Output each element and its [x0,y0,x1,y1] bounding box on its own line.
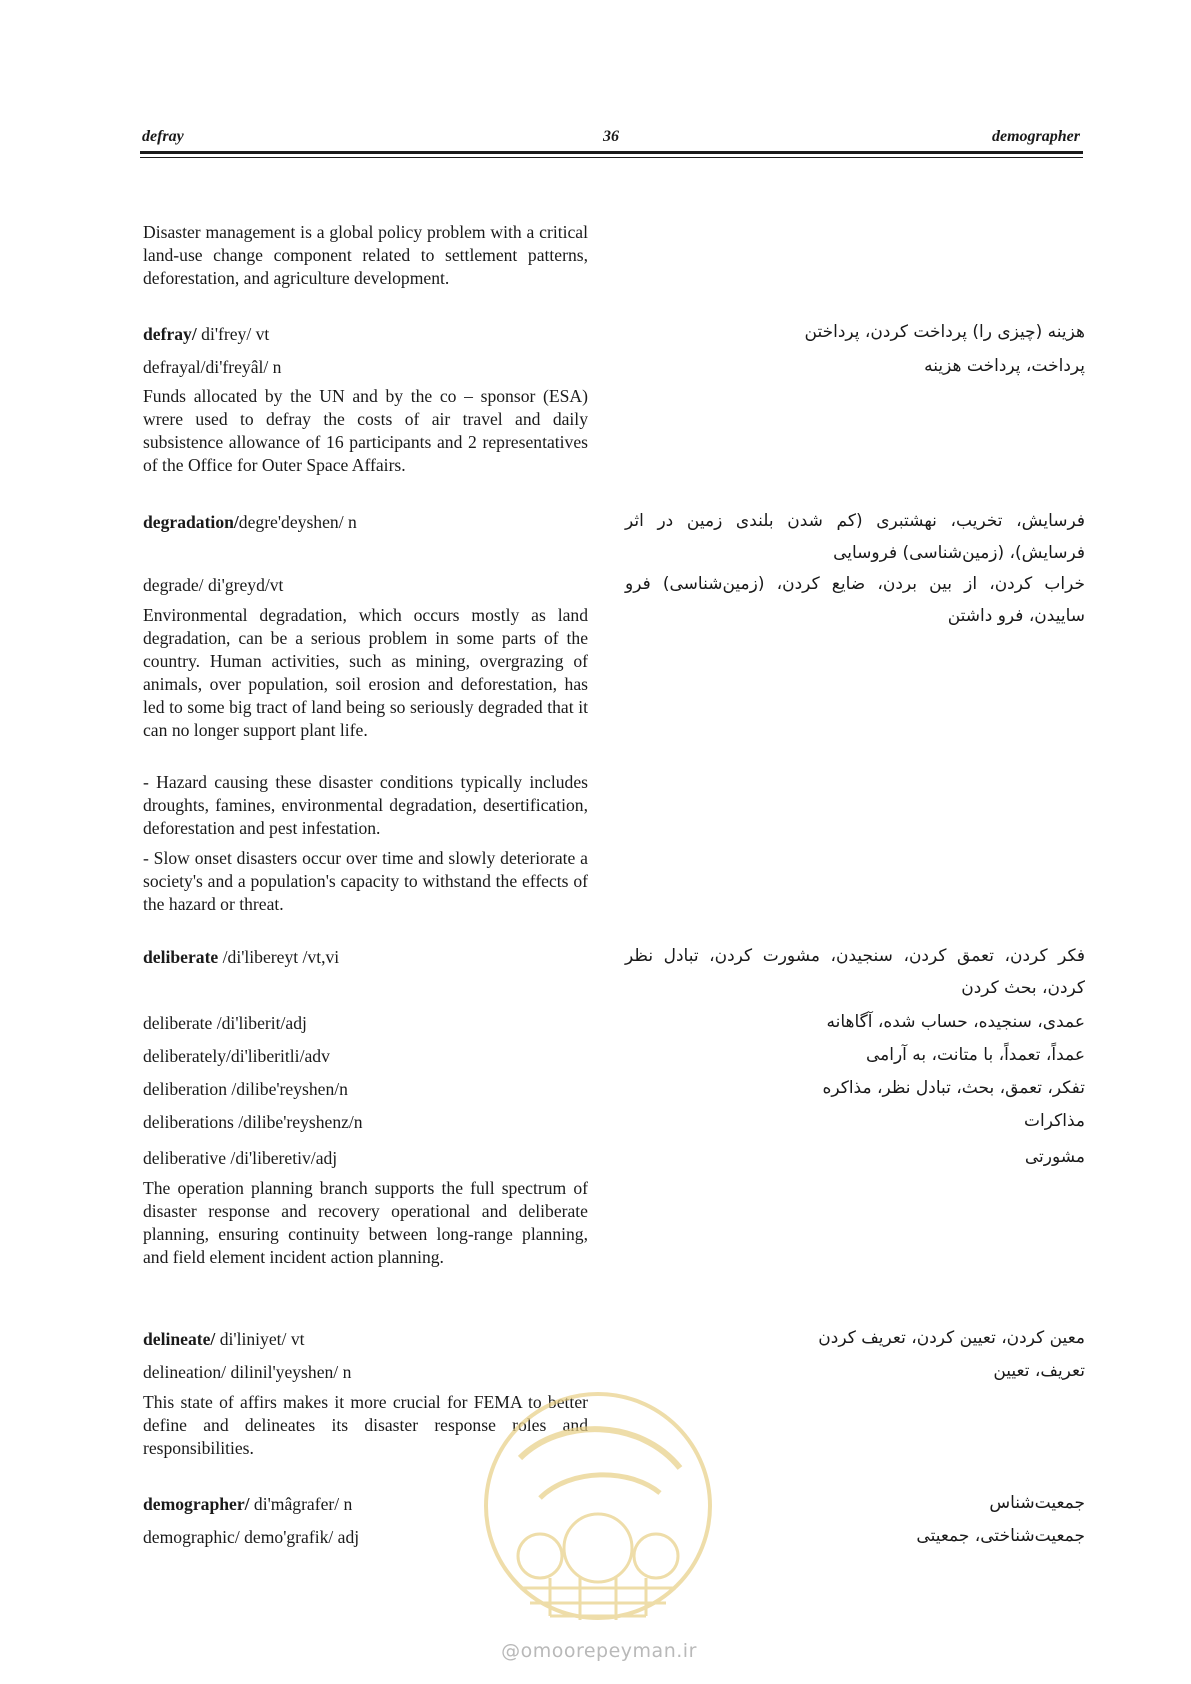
page-number: 36 [603,128,619,145]
term: demographic/ demo'grafik/ adj [143,1527,360,1547]
translation-delineate: معین کردن، تعیین کردن، تعریف کردن [818,1328,1085,1348]
translation-defray: هزینه (چیزی را) پرداخت کردن، پرداختن [804,322,1085,342]
translation-deliberative: مشورتی [1024,1147,1085,1167]
entry-delineate [143,1328,588,1351]
headword: delineate/ [143,1329,216,1349]
headword: deliberate [143,947,219,967]
pronunciation: di'liniyet/ vt [215,1329,305,1349]
header-left-word: defray [142,128,184,145]
translation-deliberations: مذاکرات [1024,1111,1085,1131]
term: deliberations /dilibe'reyshenz/n [143,1112,363,1132]
translation-defrayal: پرداخت، پرداخت هزینه [924,356,1085,376]
entry-deliberate-adj [143,1012,588,1035]
headword: demographer/ [143,1494,250,1514]
term: deliberately/di'liberitli/adv [143,1046,330,1066]
translation-degradation: فرسایش، تخریب، نهشتبری (کم شدن بلندی زمین در اثر فرسایش)، (زمین‌شناسی) فروسایی [625,511,1085,563]
example-degradation-2: - Hazard causing these disaster conditions typically includes droughts, famines, environmental degradation, desertification, deforestation and pest infestation. [143,772,588,838]
header-right-word: demographer [992,128,1080,145]
entry-defrayal [143,356,588,379]
translation-deliberate-adj: عمدی، سنجیده، حساب شده، آگاهانه [826,1012,1085,1032]
intro-paragraph: Disaster management is a global policy problem with a critical land-use change component related to settlement patterns, deforestation, and agriculture development. [143,222,588,288]
watermark-seal-icon [480,1388,716,1624]
entry-degrade [143,574,588,597]
term: defrayal/di'freyâl/ n [143,357,282,377]
pronunciation: degre'deyshen/ n [238,512,357,532]
watermark-url: @omoorepeyman.ir [501,1640,697,1662]
translation-deliberation: تفکر، تعمق، بحث، تبادل نظر، مذاکره [822,1078,1085,1098]
entry-deliberation [143,1078,588,1101]
term: delineation/ dilinil'yeyshen/ n [143,1362,352,1382]
example-deliberate: The operation planning branch supports the full spectrum of disaster response and recovery operational and deliberate planning, ensuring continuity between long-range planning, and field element incident action planning. [143,1178,588,1267]
header-rule-thin [140,157,1083,158]
entry-deliberative [143,1147,588,1170]
term: deliberative /di'liberetiv/adj [143,1148,338,1168]
translation-deliberate-verb: فکر کردن، تعمق کردن، سنجیدن، مشورت کردن، تبادل نظر کردن، بحث کردن [625,946,1085,998]
entry-deliberately [143,1045,588,1068]
entry-degradation [143,511,588,534]
example-degradation-3: - Slow onset disasters occur over time and slowly deteriorate a society's and a population's capacity to withstand the effects of the hazard or threat. [143,848,588,914]
entry-deliberate-verb [143,946,588,969]
translation-delineation: تعریف، تعیین [993,1361,1085,1381]
entry-defray [143,323,588,346]
pronunciation: /di'libereyt /vt,vi [218,947,340,967]
entry-delineation [143,1361,588,1384]
headword: degradation/ [143,512,239,532]
example-defray: Funds allocated by the UN and by the co – sponsor (ESA) wrere used to defray the costs of air travel and daily subsistence allowance of 16 participants and 2 representatives of the Office for Outer Space Affairs. [143,386,588,475]
example-delineate: This state of affirs makes it more crucial for FEMA to better define and delineates its disaster response roles and responsibilities. [143,1392,588,1458]
pronunciation: di'mâgrafer/ n [249,1494,353,1514]
example-degradation-1: Environmental degradation, which occurs mostly as land degradation, can be a serious problem in some parts of the country. Human activities, such as mining, overgrazing of animals, over population, soil erosion and deforestation, has led to some big tract of land being so seriously degraded that it can no longer support plant life. [143,605,588,740]
translation-demographic: جمعیت‌شناختی، جمعیتی [916,1526,1085,1546]
translation-deliberately: عمداً، تعمداً، با متانت، به آرامی [865,1045,1085,1065]
entry-deliberations [143,1111,588,1134]
header-rule-thick [140,151,1083,154]
translation-demographer: جمعیت‌شناس [989,1493,1085,1513]
headword: defray/ [143,324,197,344]
term: deliberation /dilibe'reyshen/n [143,1079,348,1099]
term: degrade/ di'greyd/vt [143,575,284,595]
pronunciation: di'frey/ vt [196,324,270,344]
term: deliberate /di'liberit/adj [143,1013,307,1033]
translation-degrade: خراب کردن، از بین بردن، ضایع کردن، (زمین‌شناسی) فرو ساییدن، فرو داشتن [625,574,1085,626]
